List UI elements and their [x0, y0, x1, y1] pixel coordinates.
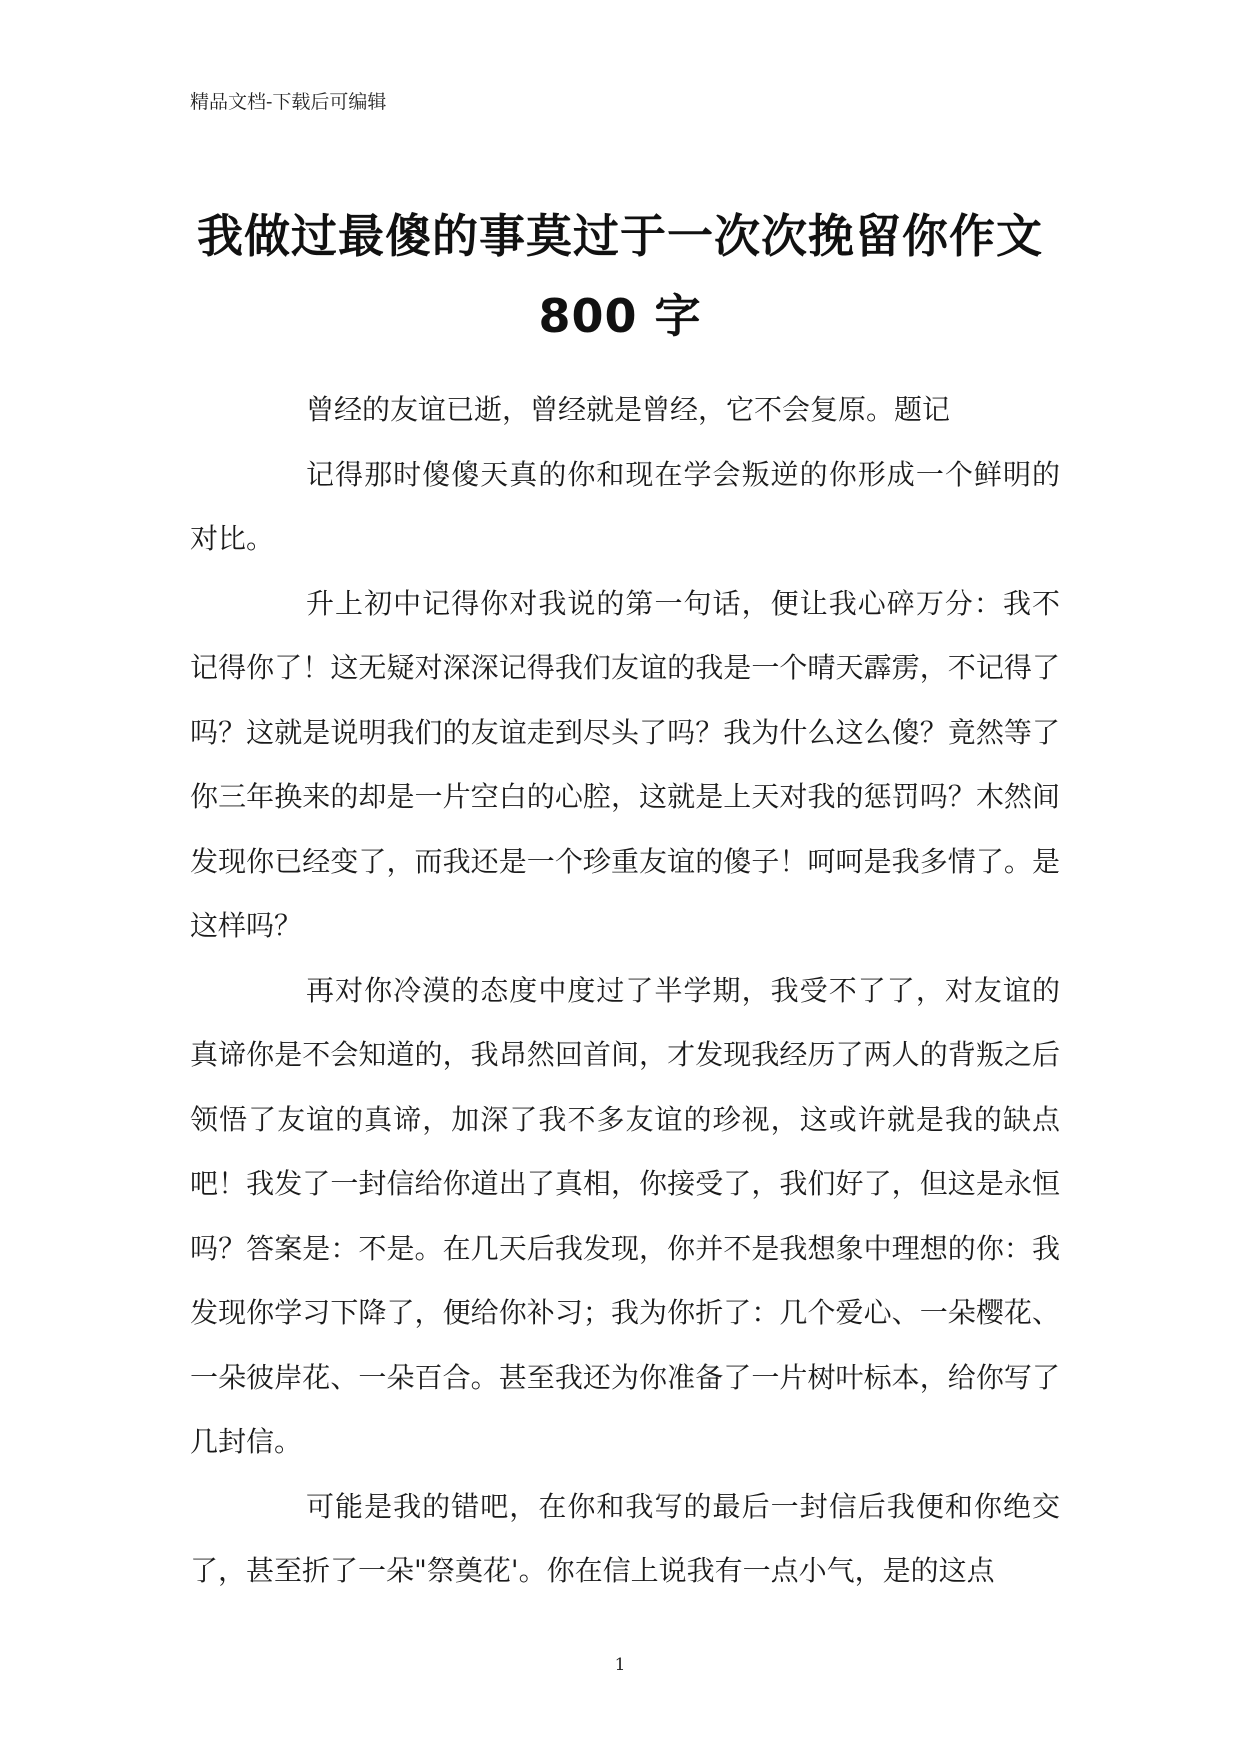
paragraph: 再对你冷漠的态度中度过了半学期，我受不了了，对友谊的真谛你是不会知道的，我昂然回首间，才发现我经历了两人的背叛之后领悟了友谊的真谛，加深了我不多友谊的珍视，这或许就是我的缺点吧！我发了一封信给你道出了真相，你接受了，我们好了，但这是永恒吗？答案是：不是。在几天后我发现，你并不是我想象中理想的你：我发现你学习下降了，便给你补习；我为你折了：几个爱心、一朵樱花、一朵彼岸花、一朵百合。甚至我还为你准备了一片树叶标本，给你写了几封信。 — [190, 973, 1060, 1458]
paragraph: 曾经的友谊已逝，曾经就是曾经，它不会复原。题记 — [306, 393, 951, 426]
title-line-1: 我做过最傻的事莫过于一次次挽留你作文 — [197, 209, 1043, 263]
title-line-2: 800 字 — [538, 289, 702, 343]
paragraph: 记得那时傻傻天真的你和现在学会叛逆的你形成一个鲜明的对比。 — [190, 457, 1060, 555]
paragraph: 可能是我的错吧，在你和我写的最后一封信后我便和你绝交了，甚至折了一朵"祭奠花'。你在信上说我有一点小气，是的这点 — [190, 1489, 1060, 1587]
paragraph: 升上初中记得你对我说的第一句话，便让我心碎万分：我不记得你了！这无疑对深深记得我们友谊的我是一个晴天霹雳，不记得了吗？这就是说明我们的友谊走到尽头了吗？我为什么这么傻？竟然等了你三年换来的却是一片空白的心腔，这就是上天对我的惩罚吗？木然间发现你已经变了，而我还是一个珍重友谊的傻子！呵呵是我多情了。是这样吗？ — [190, 586, 1060, 942]
document-title — [150, 196, 1090, 356]
document-body — [190, 378, 1060, 1604]
page-number: 1 — [614, 1655, 626, 1675]
header-note: 精品文档-下载后可编辑 — [190, 91, 387, 113]
